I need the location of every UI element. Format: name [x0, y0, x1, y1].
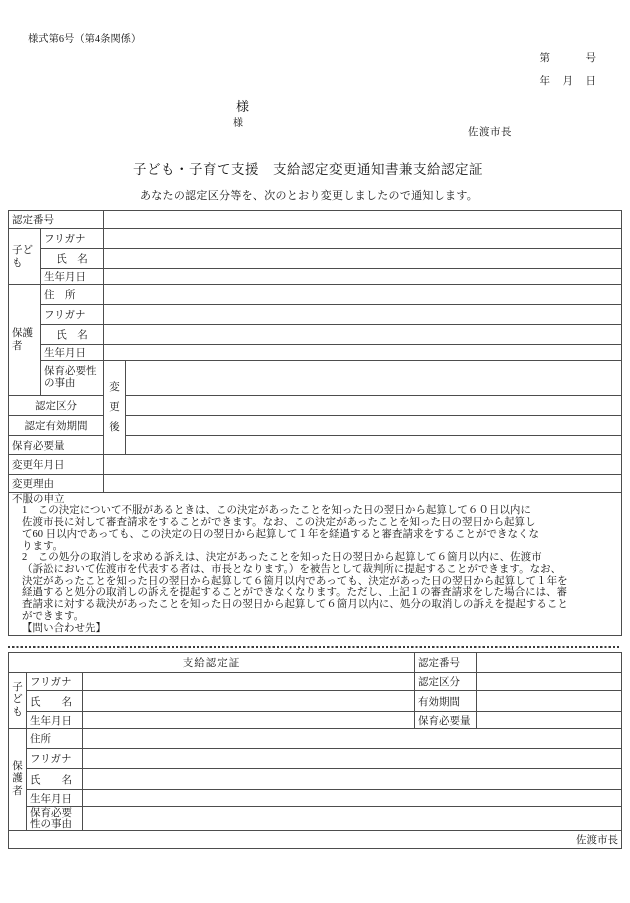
- guardian-group-label: 保護者: [9, 285, 41, 396]
- cert2-guardian-birth-value: [83, 790, 622, 807]
- change-date-label: 変更年月日: [9, 455, 104, 475]
- appeal-line: 2 この処分の取消しを求める訴えは、決定があったことを知った日の翌日から起算して６箇月以内に、佐渡市: [22, 552, 542, 564]
- valid-period-value: [126, 416, 622, 436]
- cert-no-value: [104, 211, 622, 229]
- cert2-category-label: 認定区分: [415, 673, 477, 691]
- lead-text: あなたの認定区分等を、次のとおり変更しましたので通知します。: [139, 190, 479, 202]
- cert2-care-reason-value: [83, 807, 622, 831]
- appeal-line: 経過すると処分の取消しの訴えを提起することができなくなります。ただし、上記１の審査請求をした場合には、審: [22, 587, 568, 599]
- cert2-guardian-name-value: [83, 769, 622, 790]
- page-title: 子ども・子育て支援 支給認定変更通知書兼支給認定証: [133, 162, 483, 177]
- issuer-mayor: 佐渡市長: [468, 127, 512, 138]
- change-date-value: [104, 455, 622, 475]
- care-amount-value: [126, 436, 622, 455]
- appeal-section: [9, 493, 622, 636]
- form-reference: 様式第6号（第4条関係）: [28, 34, 142, 45]
- cert2-child-birth-value: [83, 712, 415, 729]
- cert2-guardian-group-label: 保護者: [9, 729, 27, 831]
- inquiry-label: 【問い合わせ先】: [22, 622, 106, 634]
- certificate-title: 支給認定証: [9, 653, 415, 673]
- certificate-table: [8, 652, 622, 849]
- cert2-child-name-value: [83, 691, 415, 712]
- cert2-guardian-address-value: [83, 729, 622, 749]
- child-furigana-label: フリガナ: [41, 229, 104, 249]
- child-birth-value: [104, 269, 622, 285]
- guardian-name-label: 氏 名: [41, 325, 104, 345]
- appeal-line: 決定があったことを知った日の翌日から起算して６箇月以内であっても、決定があった日の翌日から起算して１年を: [22, 575, 568, 587]
- appeal-line: 査請求に対する裁決があったことを知った日の翌日から起算して６箇月以内に、処分の取消しの訴えを提起すること: [22, 599, 568, 611]
- care-reason-value: [126, 361, 622, 396]
- guardian-address-value: [104, 285, 622, 305]
- appeal-line: て60 日以内であっても、この決定の日の翌日から起算して１年を経過すると審査請求をすることができなくな: [22, 528, 540, 540]
- child-name-value: [104, 249, 622, 269]
- appeal-line: ができます。: [22, 610, 85, 622]
- cert2-guardian-furigana-label: フリガナ: [27, 749, 83, 769]
- after-change-label: 変更後: [104, 361, 126, 455]
- valid-period-label: 認定有効期間: [9, 416, 104, 436]
- appeal-line: （訴訟において佐渡市を代表する者は、市長となります。）を被告として裁判所に提起することができます。なお、: [22, 564, 562, 575]
- recipient-honorific: 様: [236, 99, 250, 114]
- cert2-care-reason-label: 保育必要性の事由: [27, 807, 83, 831]
- cert2-guardian-furigana-value: [83, 749, 622, 769]
- cert2-child-group-label: 子ども: [9, 673, 27, 729]
- cert2-care-amount-label: 保育必要量: [415, 712, 477, 729]
- cert2-guardian-address-label: 住所: [27, 729, 83, 749]
- cert2-child-name-label: 氏 名: [27, 691, 83, 712]
- cert2-guardian-name-label: 氏 名: [27, 769, 83, 790]
- change-reason-label: 変更理由: [9, 475, 104, 493]
- cert2-no-label: 認定番号: [415, 653, 477, 673]
- cert2-issuer-mayor: 佐渡市長: [9, 831, 622, 849]
- cert-no-label: 認定番号: [9, 211, 104, 229]
- child-group-label: 子ども: [9, 229, 41, 285]
- date-line: 年 月 日: [539, 76, 597, 87]
- child-furigana-value: [104, 229, 622, 249]
- cert2-category-value: [477, 673, 622, 691]
- appeal-line: 佐渡市長に対して審査請求をすることができます。なお、この決定があったことを知った日の翌日から起算し: [22, 517, 536, 529]
- recipient-honorific-small: 様: [233, 118, 243, 129]
- doc-number-block: [540, 47, 598, 93]
- category-value: [126, 396, 622, 416]
- cert2-valid-period-label: 有効期間: [415, 691, 477, 712]
- guardian-furigana-label: フリガナ: [41, 305, 104, 325]
- guardian-furigana-value: [104, 305, 622, 325]
- care-reason-label: 保育必要性の事由: [41, 361, 104, 396]
- cert2-guardian-birth-label: 生年月日: [27, 790, 83, 807]
- cert2-no-value: [477, 653, 622, 673]
- child-name-label: 氏 名: [41, 249, 104, 269]
- guardian-name-value: [104, 325, 622, 345]
- cert2-child-birth-label: 生年月日: [27, 712, 83, 729]
- cert2-child-furigana-value: [83, 673, 415, 691]
- cert2-care-amount-value: [477, 712, 622, 729]
- care-amount-label: 保育必要量: [9, 436, 104, 455]
- guardian-address-label: 住 所: [41, 285, 104, 305]
- cut-line: [8, 646, 621, 648]
- doc-number: 第 号: [539, 53, 597, 64]
- category-label: 認定区分: [9, 396, 104, 416]
- change-reason-value: [104, 475, 622, 493]
- guardian-birth-value: [104, 345, 622, 361]
- cert2-valid-period-value: [477, 691, 622, 712]
- cert2-child-furigana-label: フリガナ: [27, 673, 83, 691]
- appeal-line: ります。: [22, 540, 64, 552]
- child-birth-label: 生年月日: [41, 269, 104, 285]
- appeal-title: 不服の申立: [12, 493, 65, 505]
- appeal-line: 1 この決定について不服があるときは、この決定があったことを知った日の翌日から起算して６０日以内に: [22, 505, 531, 517]
- notice-table: [8, 210, 622, 636]
- guardian-birth-label: 生年月日: [41, 345, 104, 361]
